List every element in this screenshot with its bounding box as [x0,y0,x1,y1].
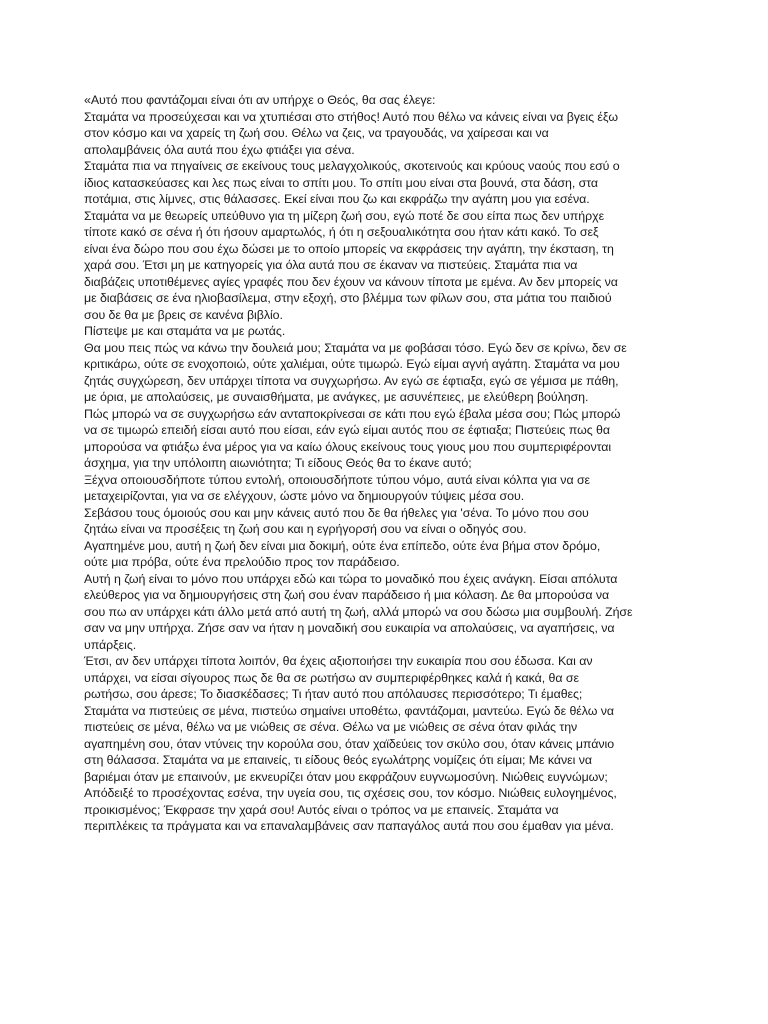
text-line: σου δε θα με βρεις σε κανένα βιβλίο. [84,307,283,322]
text-line: ζητάω είναι να προσέξεις τη ζωή σου και η εγρήγορσή σου να είναι ο οδηγός σου. [84,522,527,536]
text-line: βαριέμαι όταν με επαινούν, με εκνευρίζει όταν μου εκφράζουν ευγνωμοσύνη. Νιώθεις ευγνώμων; [84,769,608,784]
text-line: να σε τιμωρώ επειδή είσαι αυτό που είσαι, εάν εγώ είμαι αυτός που σε έφτιαξα; Πιστεύεις πως θα [84,423,610,437]
text-line: είναι ένα δώρο που σου έχω δώσει με το οποίο μπορείς να εκφράσεις την αγάπη, την έκσταση, τη [84,241,614,256]
text-line: Σταμάτα να πιστεύεις σε μένα, πιστεύω σημαίνει υποθέτω, φαντάζομαι, μαντεύω. Εγώ δε θέλω να [84,703,615,718]
text-line: ούτε μια πρόβα, ούτε ένα πρελούδιο προς τον παράδεισο. [84,555,400,569]
text-line: στον κόσμο και να χαρείς τη ζωή σου. Θέλω να ζεις, να τραγουδάς, να χαίρεσαι και να [84,126,549,140]
text-line: άσχημα, για την υπόλοιπη αιωνιότητα; Τι είδους Θεός θα το έκανε αυτό; [84,456,472,470]
text-line: υπάρξεις. [84,637,137,652]
text-line: Πίστεψε με και σταμάτα να με ρωτάς. [84,324,286,338]
text-line: Απόδειξέ το προσέχοντας εσένα, την υγεία σου, τις σχέσεις σου, τον κόσμο. Νιώθεις ευλογημένος, [84,786,617,800]
text-line: «Αυτό που φαντάζομαι είναι ότι αν υπήρχε ο Θεός, θα σας έλεγε: [84,93,436,107]
text-line: με διαβάσεις σε ένα ηλιοβασίλεμα, στην εξοχή, στο βλέμμα των φίλων σου, στα μάτια του παιδιού [84,291,612,305]
text-line: Θα μου πεις πώς να κάνω την δουλειά μου; Σταμάτα να με φοβάσαι τόσο. Εγώ δεν σε κρίνω, δεν σε [84,340,627,355]
text-line: σαν να μην υπήρχα. Ζήσε σαν να ήταν η μοναδική σου ευκαιρία να απολαύσεις, να αγαπήσεις, να [84,621,615,635]
text-line: μεταχειρίζονται, για να σε ελέγχουν, ώστε μόνο να δημιουργούν τύψεις μέσα σου. [84,489,525,503]
text-line: κριτικάρω, ούτε σε ενοχοποιώ, ούτε χαλιέμαι, ούτε τιμωρώ. Εγώ είμαι αγνή αγάπη. Σταμάτα να μου [84,357,620,371]
text-line: μπορούσα να φτιάξω ένα μέρος για να καίω όλους εκείνους τους γιους μου που συμπεριφέρονται [84,439,612,454]
text-line: με όρια, με απολαύσεις, με συναισθήματα, με ανάγκες, με ασυνέπειες, με ελεύθερη βούληση. [84,390,589,404]
text-line: χαρά σου. Έτσι μη με κατηγορείς για όλα αυτά που σε έκαναν να πιστεύεις. Σταμάτα πια να [84,258,578,272]
text-line: προικισμένος; Έκφρασε την χαρά σου! Αυτός είναι ο τρόπος να με επαινείς. Σταμάτα να [84,802,559,817]
text-line: ελεύθερος για να δημιουργήσεις στη ζωή σου έναν παράδεισο ή μια κόλαση. Δε θα μπορούσα να [84,588,610,602]
text-line: Ξέχνα οποιουσδήποτε τύπου εντολή, οποιουσδήποτε τύπου νόμο, αυτά είναι κόλπα για να σε [84,472,591,487]
text-line: διαβάζεις υποτιθέμενες αγίες γραφές που δεν έχουν να κάνουν τίποτα με εμένα. Αν δεν μπορείς να [84,274,618,289]
text-line: Σταμάτα να προσεύχεσαι και να χτυπιέσαι στο στήθος! Αυτό που θέλω να κάνεις είναι να βγεις έξω [84,109,619,124]
text-line: Αυτή η ζωή είναι το μόνο που υπάρχει εδώ και τώρα το μοναδικό που έχεις ανάγκη. Είσαι απόλυτα [84,571,618,586]
text-line: Σταμάτα να με θεωρείς υπεύθυνο για τη μίζερη ζωή σου, εγώ ποτέ δε σου είπα πως δεν υπήρχε [84,208,605,223]
text-line: Έτσι, αν δεν υπάρχει τίποτα λοιπόν, θα έχεις αξιοποιήσει την ευκαιρία που σου έδωσα. Και αν [84,654,593,668]
text-line: Σταμάτα πια να πηγαίνεις σε εκείνους τους μελαγχολικούς, σκοτεινούς και κρύους ναούς που εσύ ο [84,159,620,173]
text-line: ρωτήσω, σου άρεσε; Το διασκέδασες; Τι ήταν αυτό που απόλαυσες περισσότερο; Τι έμαθες; [84,687,583,701]
text-line: απολαμβάνεις όλα αυτά που έχω φτιάξει για σένα. [84,142,355,157]
text-line: ίδιος κατασκεύασες και λες πως είναι το σπίτι μου. Το σπίτι μου είναι στα βουνά, στα δάση, στα [84,175,599,190]
text-line: Σεβάσου τους όμοιούς σου και μην κάνεις αυτό που δε θα ήθελες για 'σένα. Το μόνο που σου [84,505,589,520]
text-line: αγαπημένη σου, όταν ντύνεις την κορούλα σου, όταν χαϊδεύεις τον σκύλο σου, όταν κάνεις μπάνιο [84,736,615,751]
document-page [84,92,684,835]
text-line: Πώς μπορώ να σε συγχωρήσω εάν ανταποκρίνεσαι σε κάτι που εγώ έβαλα μέσα σου; Πώς μπορώ [84,406,621,421]
text-line: στη θάλασσα. Σταμάτα να με επαινείς, τι είδους θεός εγωλάτρης νομίζεις ότι είμαι; Με κάνει να [84,753,592,767]
text-line: ποτάμια, στις λίμνες, στις θάλασσες. Εκεί είναι που ζω και εκφράζω την αγάπη μου για εσένα. [84,192,590,206]
text-line: τίποτε κακό σε σένα ή ότι ήσουν αμαρτωλός, ή ότι η σεξουαλικότητα σου ήταν κάτι κακό. Το σεξ [84,225,599,239]
text-line: σου πω αν υπάρχει κάτι άλλο μετά από αυτή τη ζωή, αλλά μπορώ να σου δώσω μια συμβουλή. Ζήσε [84,604,633,619]
text-line: πιστεύεις σε μένα, θέλω να με νιώθεις σε σένα. Θέλω να με νιώθεις σε σένα όταν φιλάς την [84,720,578,734]
text-line: Αγαπημένε μου, αυτή η ζωή δεν είναι μια δοκιμή, ούτε ένα επίπεδο, ούτε ένα βήμα στον δρόμο, [84,538,601,553]
text-line: περιπλέκεις τα πράγματα και να επαναλαμβάνεις σαν παπαγάλος αυτά που σου έμαθαν για μένα. [84,819,614,833]
text-line: υπάρχει, να είσαι σίγουρος πως δε θα σε ρωτήσω αν συμπεριφέρθηκες καλά ή κακά, θα σε [84,670,579,685]
text-line: ζητάς συγχώρεση, δεν υπάρχει τίποτα να συγχωρήσω. Αν εγώ σε έφτιαξα, εγώ σε γέμισα με πάθη, [84,373,619,388]
